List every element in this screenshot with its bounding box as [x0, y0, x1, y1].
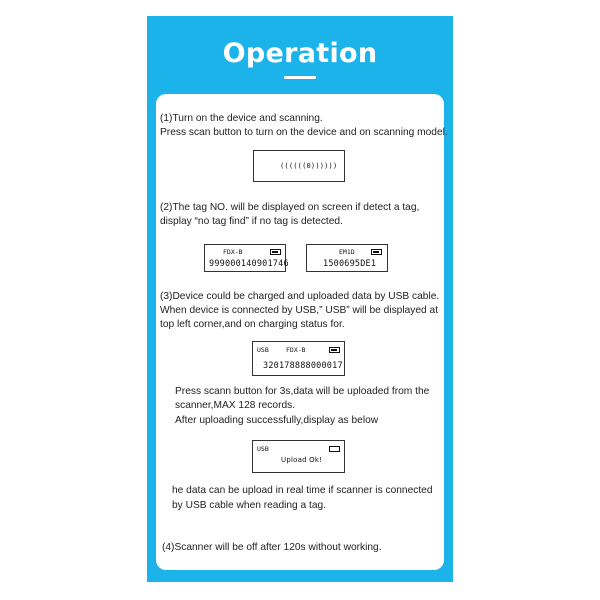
section3-line2: When device is connected by USB,” USB” will be displayed at [160, 305, 439, 316]
usb-label: USB [257, 346, 269, 354]
tag-number: 999000140901746 [209, 259, 289, 269]
section3-line1: (3)Device could be charged and uploaded data by USB cable. [160, 291, 440, 302]
tag-type-label: FDX-B [286, 346, 306, 354]
battery-icon [329, 446, 340, 452]
section3-line3: top left corner,and on charging status for. [160, 319, 345, 330]
section2-line1: (2)The tag NO. will be displayed on screen if detect a tag, [160, 202, 420, 213]
section1-line2: Press scan button to turn on the device and on scanning model. [160, 127, 448, 138]
instructions-card [156, 94, 448, 570]
section1-line1: (1)Turn on the device and scanning. [160, 113, 323, 124]
battery-icon [329, 347, 340, 353]
page-title: Operation [222, 38, 378, 69]
section2-line2: display “no tag find” if no tag is detected. [160, 216, 343, 227]
realtime-line1: he data can be upload in real time if scanner is connected [172, 485, 433, 496]
section4-line1: (4)Scanner will be off after 120s without working. [162, 542, 382, 553]
upload-screen [252, 440, 345, 473]
operation-panel [147, 16, 453, 582]
scanning-screen [253, 150, 345, 182]
usb-label: USB [257, 445, 269, 453]
usb-screen [252, 341, 345, 376]
battery-icon [270, 249, 281, 255]
title-underline [284, 76, 316, 79]
tag-type-label: FDX-B [223, 248, 243, 256]
realtime-line2: by USB cable when reading a tag. [172, 500, 327, 511]
upload-line1: Press scann button for 3s,data will be uploaded from the [175, 386, 430, 397]
tag-screen-em [306, 244, 388, 272]
upload-line3: After uploading successfully,display as below [175, 415, 379, 426]
upload-message: Upload Ok! [281, 456, 323, 464]
tag-screen-fdx [204, 244, 289, 272]
tag-number: 1500695DE1 [323, 259, 377, 269]
battery-icon [371, 249, 382, 255]
upload-line2: scanner,MAX 128 records. [175, 400, 296, 411]
tag-number: 320178888000017 [263, 361, 343, 371]
scanning-indicator: ((((((0)))))) [280, 162, 338, 170]
tag-type-label: EM1D [339, 248, 355, 256]
